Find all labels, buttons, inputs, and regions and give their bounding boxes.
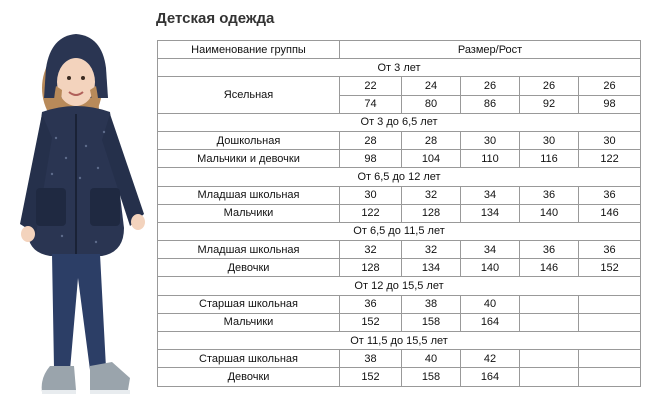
age-section-row xyxy=(158,332,641,350)
page-title: Детская одежда xyxy=(156,10,275,27)
group-label: Старшая школьная xyxy=(158,295,340,313)
size-cell: 30 xyxy=(579,131,641,149)
size-cell xyxy=(579,313,641,331)
size-cell: 122 xyxy=(579,150,641,168)
group-label: Старшая школьная xyxy=(158,350,340,368)
table-row xyxy=(158,350,641,368)
group-label: Дошкольная xyxy=(158,131,340,149)
group-label: Девочки xyxy=(158,368,340,386)
size-cell: 40 xyxy=(402,350,461,368)
size-cell: 28 xyxy=(340,131,402,149)
size-cell: 86 xyxy=(461,95,520,113)
size-cell: 140 xyxy=(520,204,579,222)
size-cell xyxy=(579,295,641,313)
group-label: Ясельная xyxy=(158,77,340,113)
size-table xyxy=(157,40,641,387)
size-cell: 36 xyxy=(579,186,641,204)
size-cell xyxy=(520,350,579,368)
size-cell: 30 xyxy=(340,186,402,204)
table-row xyxy=(158,77,641,95)
age-section-label: От 6,5 до 11,5 лет xyxy=(158,222,641,240)
size-cell: 164 xyxy=(461,368,520,386)
size-cell: 34 xyxy=(461,186,520,204)
size-cell: 26 xyxy=(579,77,641,95)
size-cell xyxy=(520,295,579,313)
table-header-row xyxy=(158,41,641,59)
size-cell: 128 xyxy=(340,259,402,277)
age-section-label: От 3 лет xyxy=(158,59,641,77)
size-cell: 38 xyxy=(340,350,402,368)
age-section-row xyxy=(158,277,641,295)
size-cell: 98 xyxy=(340,150,402,168)
size-cell xyxy=(520,368,579,386)
size-cell: 36 xyxy=(520,241,579,259)
age-section-row xyxy=(158,168,641,186)
size-cell: 30 xyxy=(461,131,520,149)
size-cell xyxy=(579,350,641,368)
table-row xyxy=(158,368,641,386)
size-cell: 36 xyxy=(340,295,402,313)
size-cell: 152 xyxy=(340,313,402,331)
size-cell: 40 xyxy=(461,295,520,313)
size-cell: 92 xyxy=(520,95,579,113)
table-row xyxy=(158,131,641,149)
size-cell: 42 xyxy=(461,350,520,368)
header-group: Наименование группы xyxy=(158,41,340,59)
group-label: Мальчики и девочки xyxy=(158,150,340,168)
size-cell xyxy=(579,368,641,386)
size-cell: 32 xyxy=(402,241,461,259)
size-cell: 116 xyxy=(520,150,579,168)
size-cell: 110 xyxy=(461,150,520,168)
size-cell: 122 xyxy=(340,204,402,222)
size-cell: 80 xyxy=(402,95,461,113)
table-row xyxy=(158,241,641,259)
size-cell: 104 xyxy=(402,150,461,168)
age-section-label: От 11,5 до 15,5 лет xyxy=(158,332,641,350)
size-cell: 22 xyxy=(340,77,402,95)
size-cell: 158 xyxy=(402,368,461,386)
table-row xyxy=(158,295,641,313)
size-cell: 24 xyxy=(402,77,461,95)
size-cell: 30 xyxy=(520,131,579,149)
size-cell: 32 xyxy=(402,186,461,204)
size-cell: 134 xyxy=(402,259,461,277)
girl-in-jacket-illustration xyxy=(6,28,156,408)
table-row xyxy=(158,186,641,204)
group-label: Мальчики xyxy=(158,313,340,331)
size-cell: 134 xyxy=(461,204,520,222)
size-cell: 164 xyxy=(461,313,520,331)
size-cell: 152 xyxy=(340,368,402,386)
group-label: Девочки xyxy=(158,259,340,277)
age-section-row xyxy=(158,222,641,240)
size-cell: 98 xyxy=(579,95,641,113)
size-cell: 74 xyxy=(340,95,402,113)
size-cell: 36 xyxy=(520,186,579,204)
group-label: Младшая школьная xyxy=(158,186,340,204)
table-row xyxy=(158,204,641,222)
size-cell: 26 xyxy=(520,77,579,95)
size-cell: 158 xyxy=(402,313,461,331)
table-row xyxy=(158,313,641,331)
group-label: Младшая школьная xyxy=(158,241,340,259)
size-cell: 36 xyxy=(579,241,641,259)
table-row xyxy=(158,259,641,277)
age-section-label: От 3 до 6,5 лет xyxy=(158,113,641,131)
age-section-label: От 6,5 до 12 лет xyxy=(158,168,641,186)
group-label: Мальчики xyxy=(158,204,340,222)
size-cell: 32 xyxy=(340,241,402,259)
age-section-row xyxy=(158,113,641,131)
size-cell: 152 xyxy=(579,259,641,277)
size-cell: 146 xyxy=(520,259,579,277)
header-size: Размер/Рост xyxy=(340,41,641,59)
size-cell: 38 xyxy=(402,295,461,313)
table-row xyxy=(158,150,641,168)
age-section-row xyxy=(158,59,641,77)
size-cell: 128 xyxy=(402,204,461,222)
size-cell: 28 xyxy=(402,131,461,149)
size-cell: 146 xyxy=(579,204,641,222)
size-cell: 34 xyxy=(461,241,520,259)
size-cell: 140 xyxy=(461,259,520,277)
age-section-label: От 12 до 15,5 лет xyxy=(158,277,641,295)
size-cell xyxy=(520,313,579,331)
size-cell: 26 xyxy=(461,77,520,95)
